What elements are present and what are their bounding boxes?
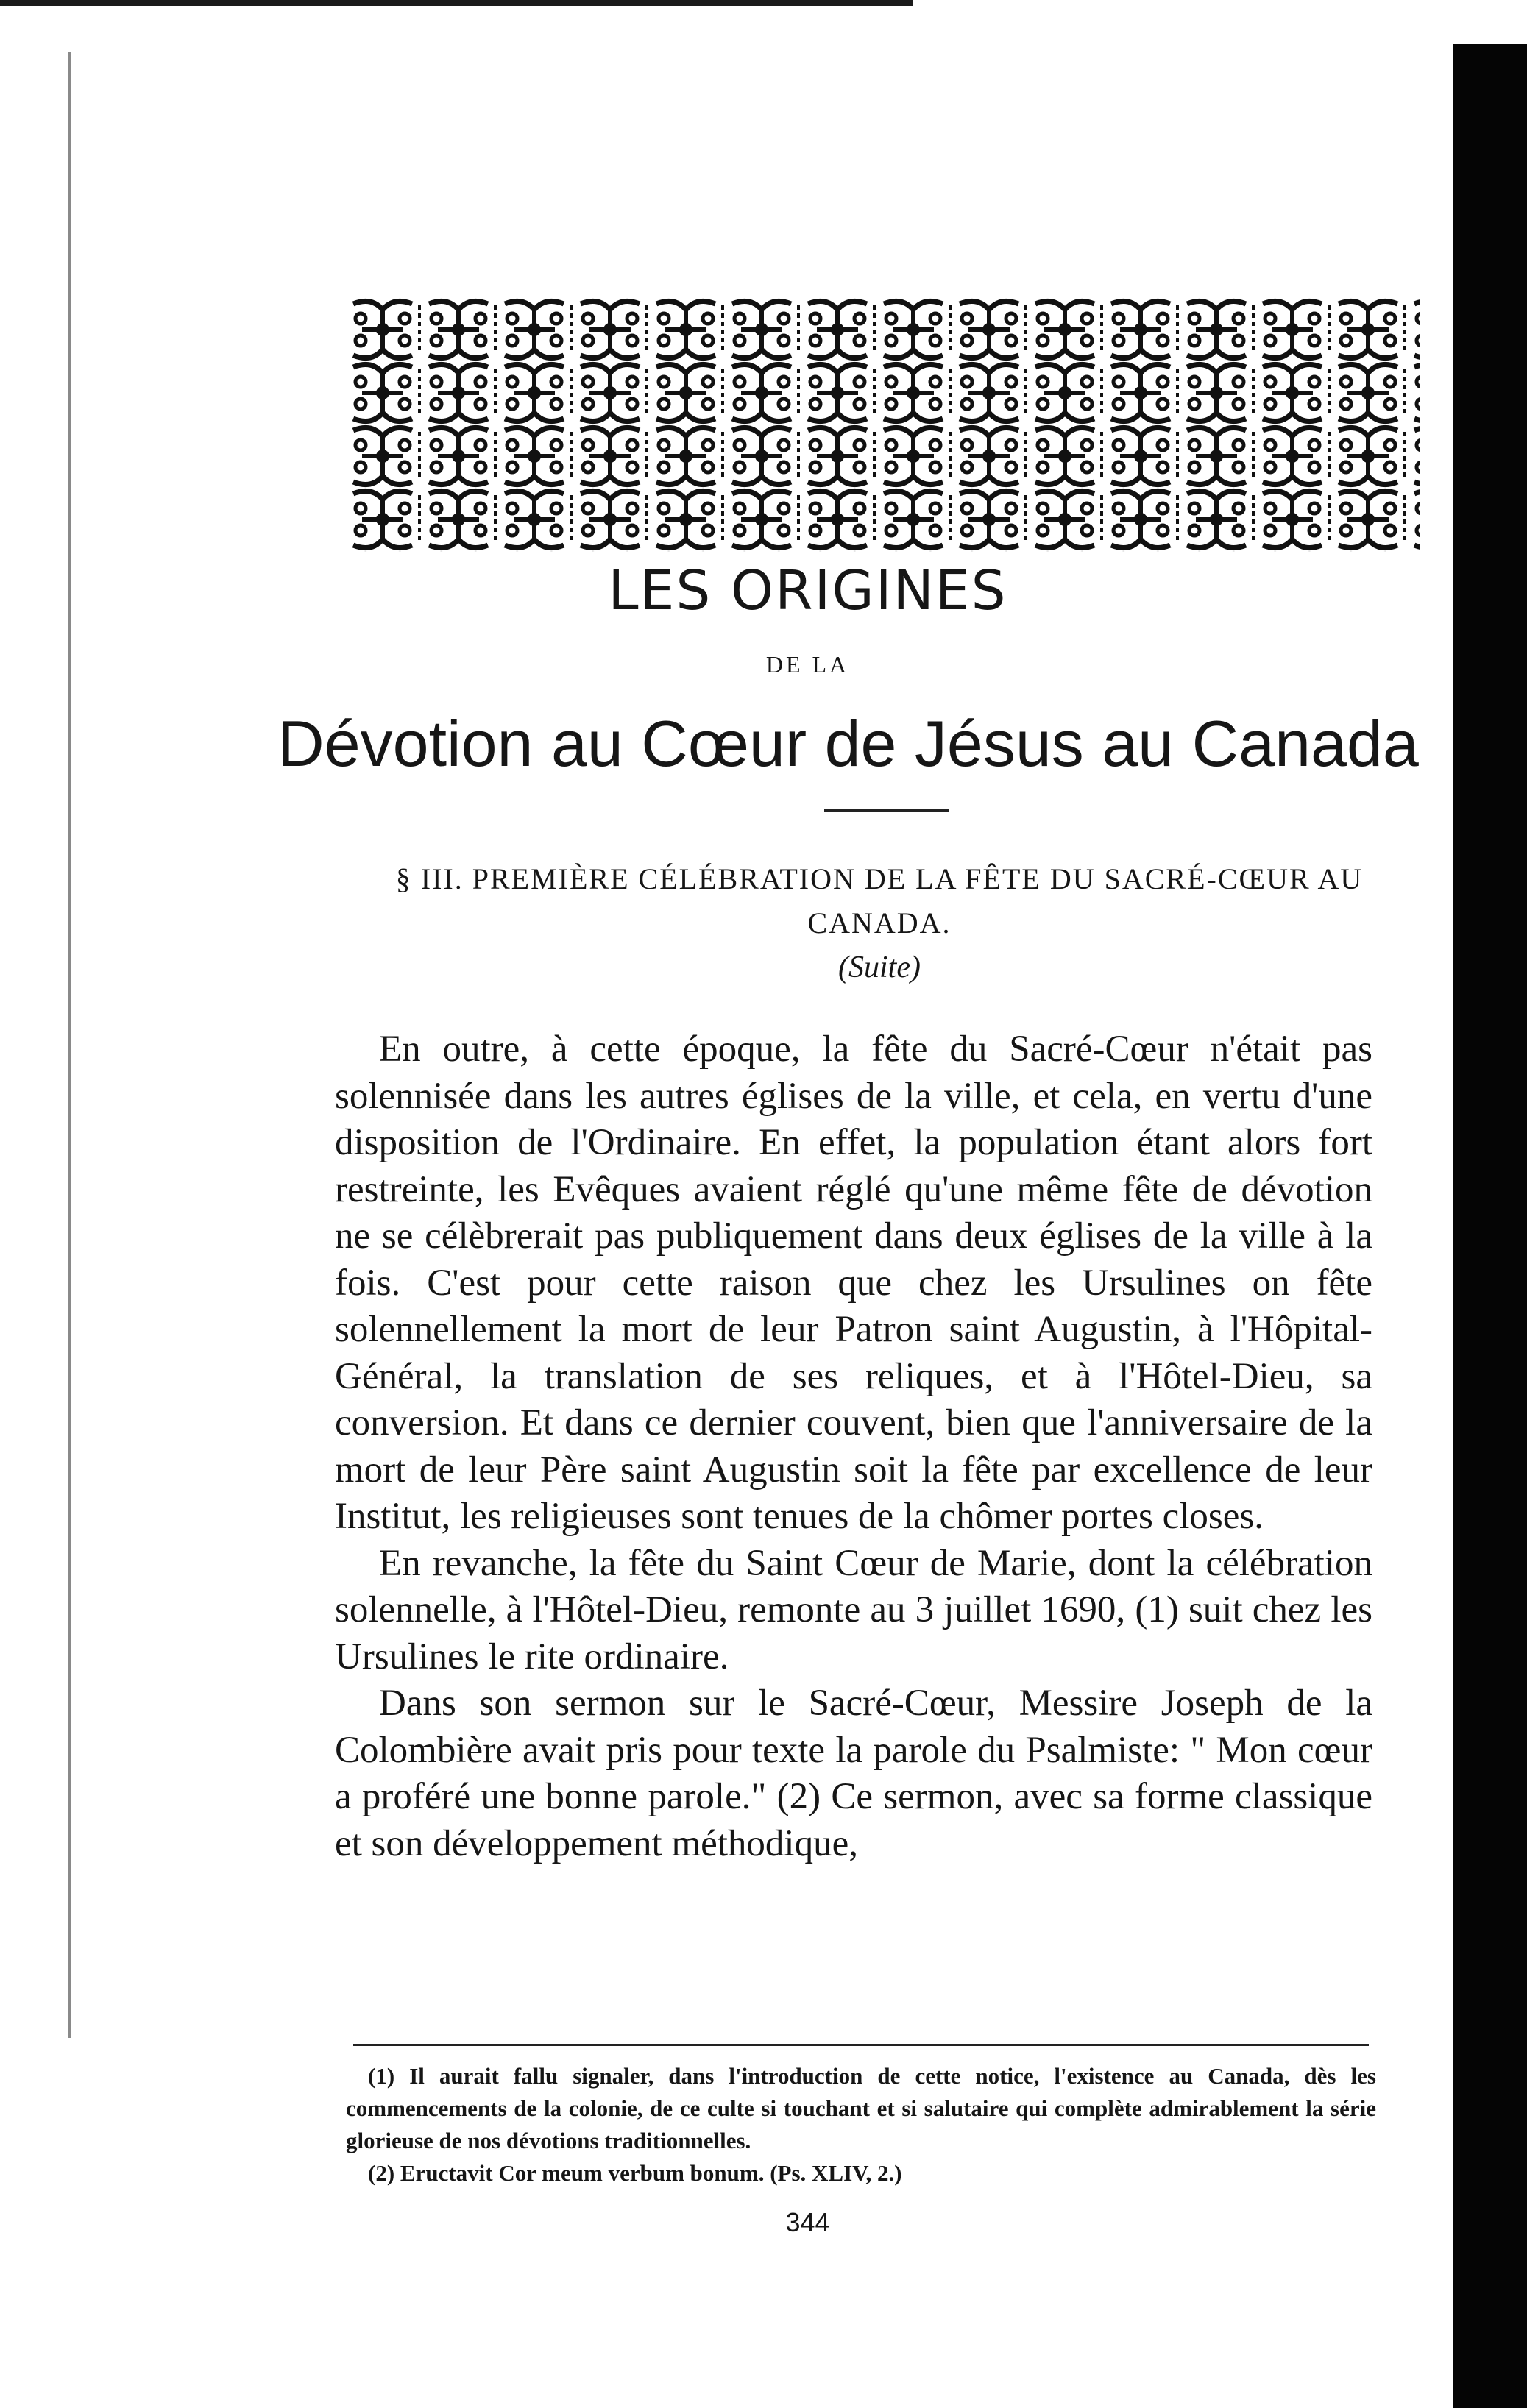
scan-top-edge (0, 0, 913, 6)
article-subtitle: Dévotion au Cœur de Jésus au Canada (277, 707, 1419, 780)
body-text (335, 1026, 1372, 1867)
paragraph: Dans son sermon sur le Sacré-Cœur, Messire Joseph de la Colombière avait pris pour texte la parole du Psalmiste: " Mon cœur a proféré une bonne parole." (2) Ce sermon, avec sa forme classique et son développement méthodique, (335, 1683, 1372, 1864)
footnote: (1) Il aurait fallu signaler, dans l'introduction de cette notice, l'existence au Canada, dès les commencements de la colonie, de ce culte si touchant et si salutaire qui complète admirablement la série glorieuse de nos dévotions traditionnelles. (346, 2063, 1376, 2153)
scan-right-edge (1453, 44, 1527, 2408)
footnotes (346, 2060, 1376, 2189)
decorative-header-ornament (346, 298, 1420, 552)
section-continued-label: (Suite) (838, 951, 921, 984)
page-number: 344 (785, 2207, 830, 2237)
article-title-connector: DE LA (765, 651, 850, 678)
section-heading-block (350, 857, 1409, 990)
title-divider (824, 809, 949, 812)
article-title: LES ORIGINES (608, 559, 1007, 622)
section-heading: § III. PREMIÈRE CÉLÉBRATION DE LA FÊTE DU SACRÉ-CŒUR AU CANADA. (395, 862, 1364, 940)
footnote: (2) Eructavit Cor meum verbum bonum. (Ps. XLIV, 2.) (368, 2160, 902, 2186)
paragraph: En revanche, la fête du Saint Cœur de Marie, dont la célébration solennelle, à l'Hôtel-Dieu, remonte au 3 juillet 1690, (1) suit chez les Ursulines le rite ordinaire. (335, 1542, 1372, 1677)
paragraph: En outre, à cette époque, la fête du Sacré-Cœur n'était pas solennisée dans les autres églises de la ville, et cela, en vertu d'une disposition de l'Ordinaire. En effet, la population étant alors fort restreinte, les Evêques avaient réglé qu'une même fête de dévotion ne se célèbrerait pas publiquement dans deux églises de la ville à la fois. C'est pour cette raison que chez les Ursulines on fête solennellement la mort de leur Patron saint Augustin, à l'Hôpital-Général, la translation de ses reliques, et à l'Hôtel-Dieu, sa conversion. Et dans ce dernier couvent, bien que l'anniversaire de la mort de leur Père saint Augustin soit la fête par excellence de leur Institut, les religieuses sont tenues de la chômer portes closes. (335, 1029, 1372, 1537)
scan-left-edge (68, 52, 71, 2038)
footnote-divider (353, 2044, 1369, 2046)
